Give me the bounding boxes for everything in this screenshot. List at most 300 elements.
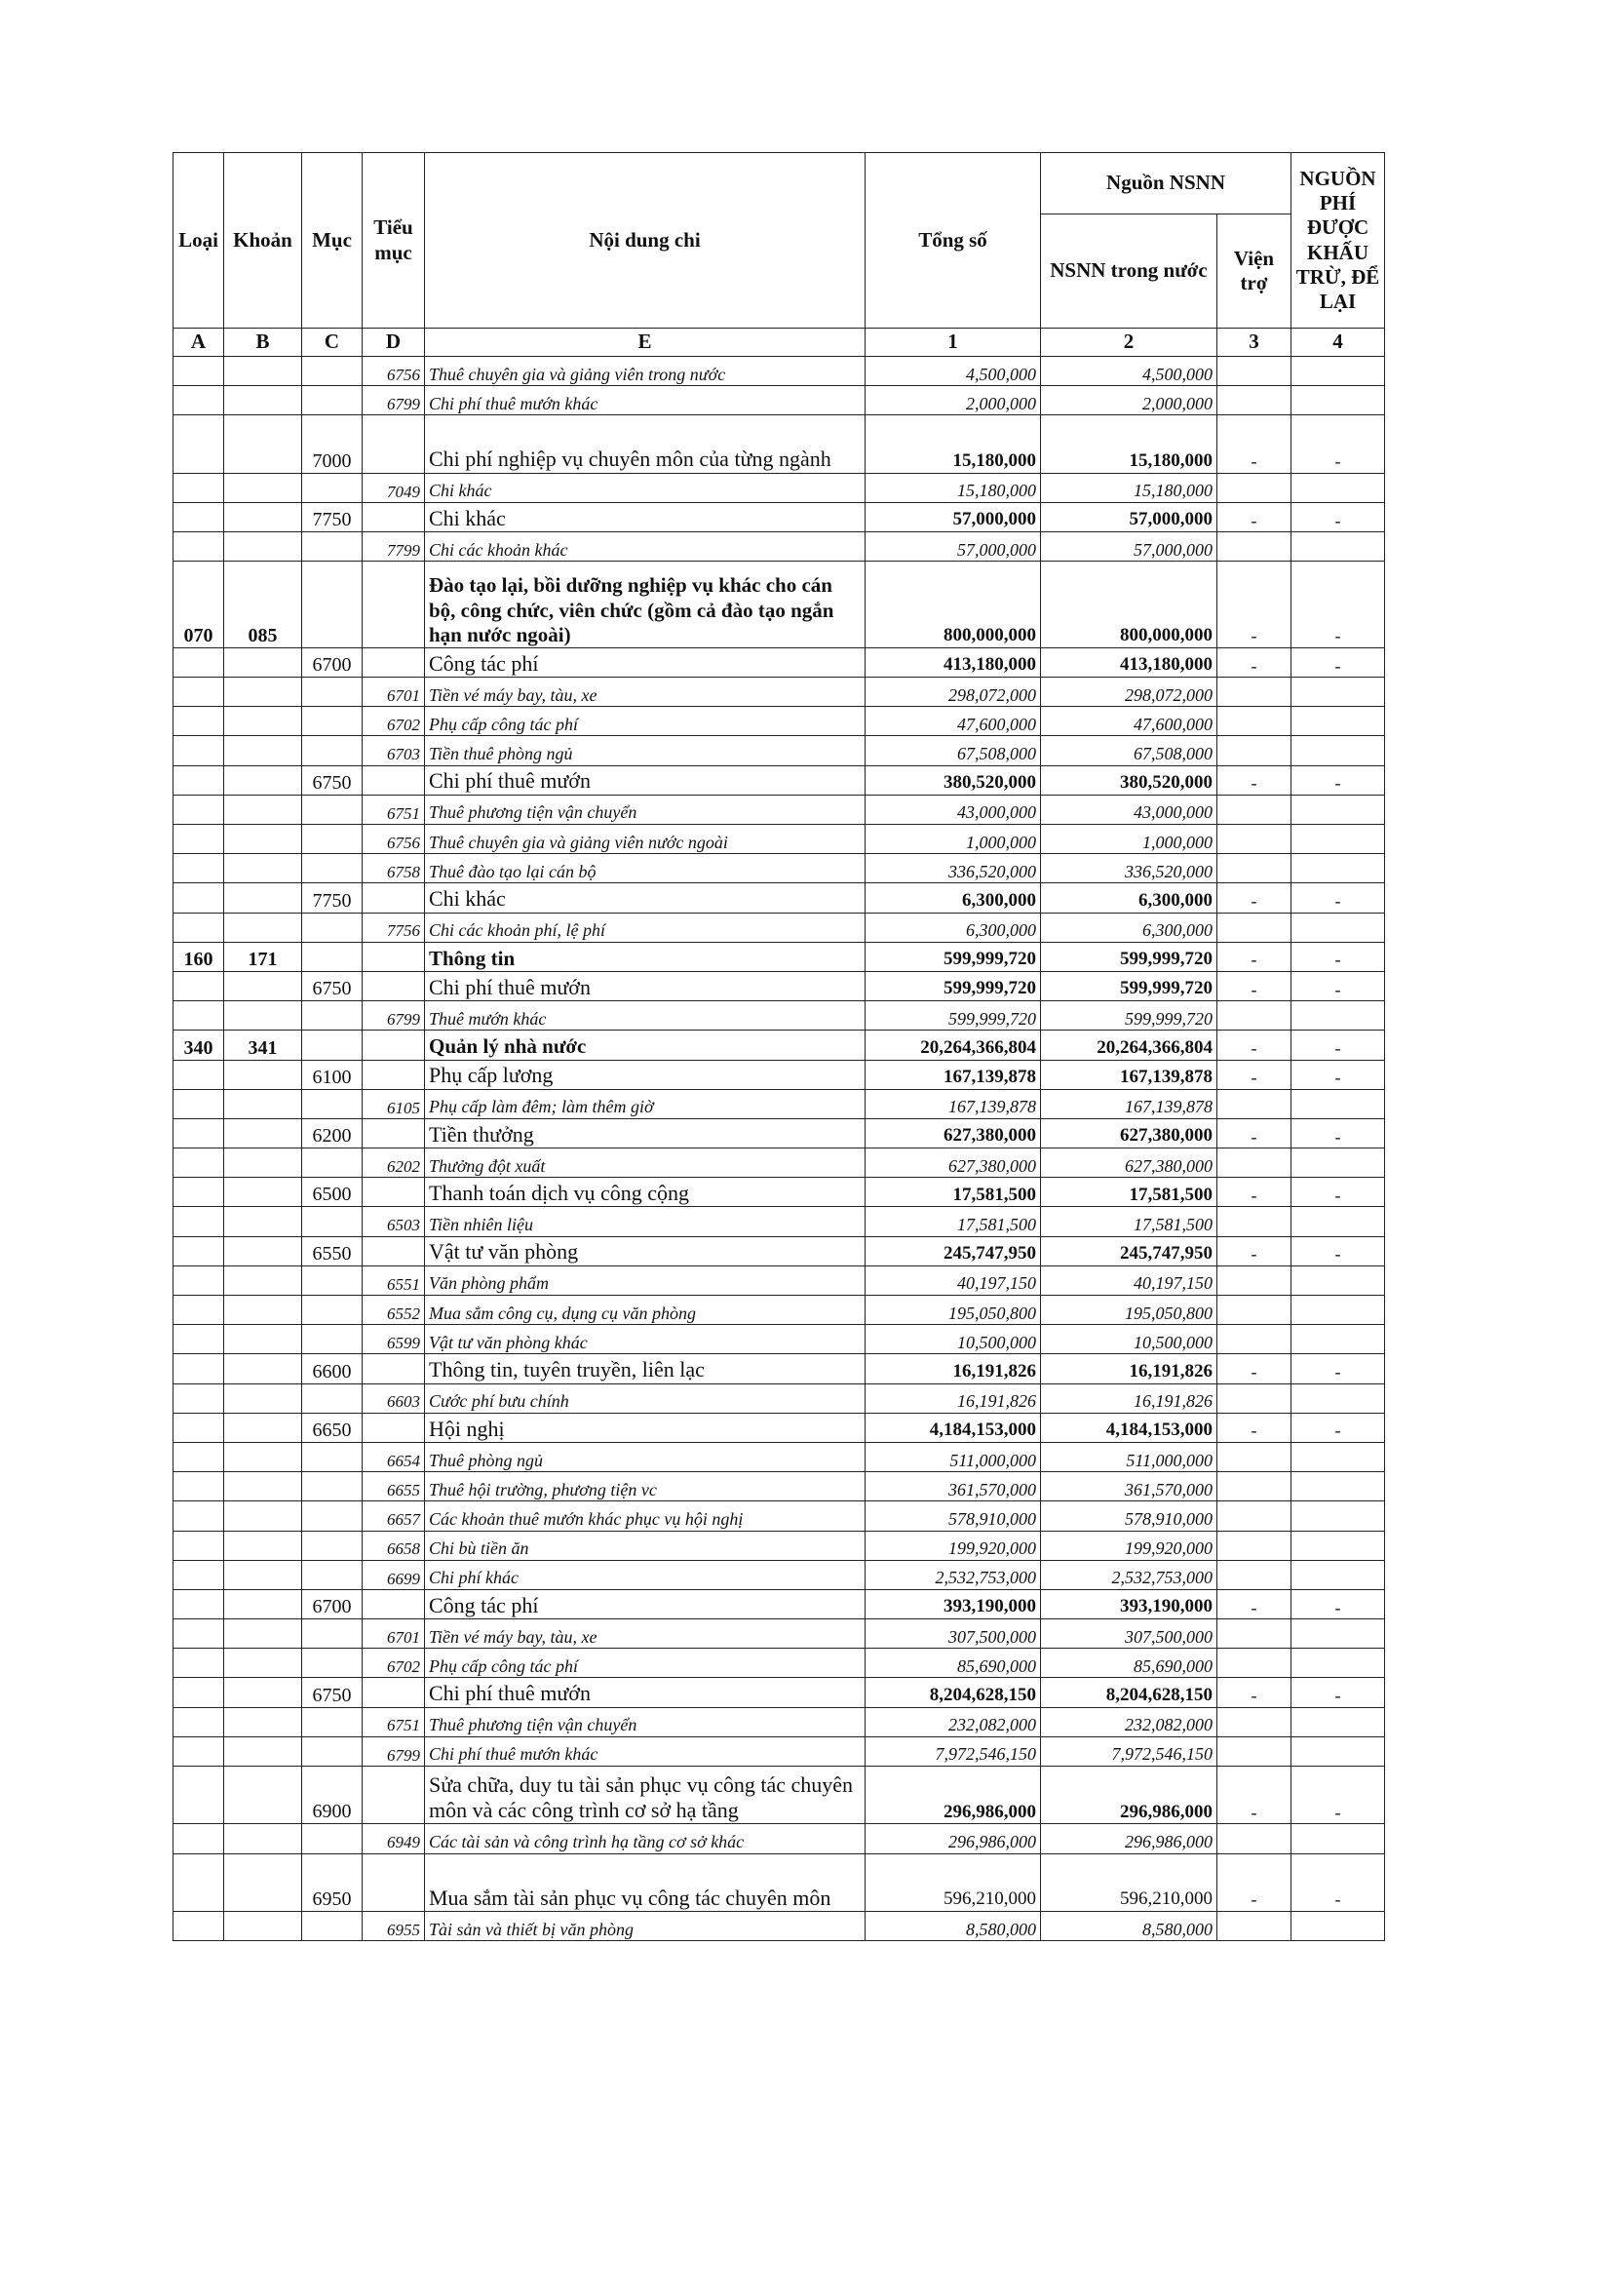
cell-vien-tro xyxy=(1217,736,1291,765)
cell-tieu-muc: 6756 xyxy=(363,357,425,386)
cell-muc: 6600 xyxy=(302,1354,363,1383)
cell-loai xyxy=(173,678,224,707)
cell-loai xyxy=(173,1472,224,1501)
cell-tong-so: 298,072,000 xyxy=(866,678,1041,707)
cell-noi-dung: Thuê phòng ngủ xyxy=(425,1442,866,1471)
cell-vien-tro xyxy=(1217,795,1291,824)
cell-vien-tro: - xyxy=(1217,415,1291,473)
index-cell: 2 xyxy=(1041,329,1217,357)
cell-khoan: 171 xyxy=(224,942,302,971)
cell-tieu-muc: 6702 xyxy=(363,707,425,736)
cell-muc: 6100 xyxy=(302,1060,363,1089)
table-row xyxy=(173,1236,1385,1265)
cell-loai xyxy=(173,1060,224,1089)
cell-khoan xyxy=(224,795,302,824)
table-row xyxy=(173,707,1385,736)
cell-loai xyxy=(173,913,224,942)
cell-nsnn-trong-nuoc: 10,500,000 xyxy=(1041,1325,1217,1354)
cell-nguon-phi: - xyxy=(1291,647,1385,677)
table-row xyxy=(173,1207,1385,1236)
cell-noi-dung: Tiền vé máy bay, tàu, xe xyxy=(425,678,866,707)
cell-muc: 6950 xyxy=(302,1853,363,1911)
table-row xyxy=(173,825,1385,854)
cell-nsnn-trong-nuoc: 413,180,000 xyxy=(1041,647,1217,677)
cell-tieu-muc: 6756 xyxy=(363,825,425,854)
cell-tong-so: 67,508,000 xyxy=(866,736,1041,765)
cell-muc: 6750 xyxy=(302,765,363,795)
cell-nguon-phi xyxy=(1291,1148,1385,1178)
cell-tieu-muc xyxy=(363,1060,425,1089)
cell-noi-dung: Tài sản và thiết bị văn phòng xyxy=(425,1912,866,1941)
table-row xyxy=(173,1325,1385,1354)
cell-tieu-muc: 7049 xyxy=(363,473,425,502)
cell-loai: 070 xyxy=(173,562,224,648)
cell-muc xyxy=(302,1824,363,1853)
table-row xyxy=(173,1649,1385,1678)
cell-noi-dung: Cước phí bưu chính xyxy=(425,1383,866,1413)
cell-tieu-muc xyxy=(363,562,425,648)
cell-vien-tro xyxy=(1217,678,1291,707)
cell-nsnn-trong-nuoc: 17,581,500 xyxy=(1041,1207,1217,1236)
table-row xyxy=(173,1678,1385,1707)
cell-vien-tro: - xyxy=(1217,1118,1291,1148)
cell-vien-tro xyxy=(1217,1383,1291,1413)
cell-tieu-muc xyxy=(363,1178,425,1207)
table-row xyxy=(173,1912,1385,1941)
cell-tieu-muc xyxy=(363,1413,425,1442)
cell-tieu-muc xyxy=(363,1589,425,1618)
cell-vien-tro xyxy=(1217,1824,1291,1853)
cell-nguon-phi: - xyxy=(1291,942,1385,971)
cell-muc: 6650 xyxy=(302,1413,363,1442)
cell-khoan xyxy=(224,1589,302,1618)
cell-loai xyxy=(173,473,224,502)
table-row xyxy=(173,1853,1385,1911)
cell-tieu-muc: 6654 xyxy=(363,1442,425,1471)
cell-tong-so: 85,690,000 xyxy=(866,1649,1041,1678)
cell-noi-dung: Thuê hội trường, phương tiện vc xyxy=(425,1472,866,1501)
cell-tieu-muc: 7756 xyxy=(363,913,425,942)
table-row xyxy=(173,883,1385,913)
cell-nguon-phi: - xyxy=(1291,765,1385,795)
table-header xyxy=(173,153,1385,357)
cell-tieu-muc: 6658 xyxy=(363,1531,425,1560)
cell-tieu-muc xyxy=(363,971,425,1000)
cell-vien-tro xyxy=(1217,1736,1291,1766)
cell-nsnn-trong-nuoc: 15,180,000 xyxy=(1041,415,1217,473)
cell-khoan xyxy=(224,502,302,531)
cell-nguon-phi xyxy=(1291,1207,1385,1236)
cell-loai: 340 xyxy=(173,1031,224,1060)
cell-vien-tro: - xyxy=(1217,1767,1291,1824)
cell-nsnn-trong-nuoc: 40,197,150 xyxy=(1041,1265,1217,1295)
cell-loai xyxy=(173,1736,224,1766)
cell-vien-tro xyxy=(1217,825,1291,854)
cell-noi-dung: Thông tin xyxy=(425,942,866,971)
cell-nsnn-trong-nuoc: 167,139,878 xyxy=(1041,1060,1217,1089)
cell-tong-so: 511,000,000 xyxy=(866,1442,1041,1471)
cell-vien-tro: - xyxy=(1217,647,1291,677)
table-row xyxy=(173,1031,1385,1060)
cell-tong-so: 232,082,000 xyxy=(866,1707,1041,1736)
cell-loai xyxy=(173,707,224,736)
cell-nsnn-trong-nuoc: 393,190,000 xyxy=(1041,1589,1217,1618)
cell-loai xyxy=(173,1354,224,1383)
cell-tong-so: 599,999,720 xyxy=(866,971,1041,1000)
cell-nguon-phi: - xyxy=(1291,1767,1385,1824)
cell-tieu-muc xyxy=(363,415,425,473)
cell-nsnn-trong-nuoc: 6,300,000 xyxy=(1041,913,1217,942)
cell-muc xyxy=(302,1649,363,1678)
table-row xyxy=(173,502,1385,531)
cell-loai xyxy=(173,765,224,795)
cell-nsnn-trong-nuoc: 17,581,500 xyxy=(1041,1178,1217,1207)
table-row xyxy=(173,1824,1385,1853)
index-cell: C xyxy=(302,329,363,357)
cell-loai xyxy=(173,1853,224,1911)
cell-tong-so: 2,000,000 xyxy=(866,386,1041,415)
cell-loai xyxy=(173,1148,224,1178)
cell-khoan xyxy=(224,1853,302,1911)
cell-muc xyxy=(302,854,363,883)
cell-khoan xyxy=(224,1148,302,1178)
cell-loai xyxy=(173,1649,224,1678)
cell-nsnn-trong-nuoc: 47,600,000 xyxy=(1041,707,1217,736)
cell-nsnn-trong-nuoc: 307,500,000 xyxy=(1041,1619,1217,1649)
cell-nsnn-trong-nuoc: 361,570,000 xyxy=(1041,1472,1217,1501)
cell-tong-so: 16,191,826 xyxy=(866,1383,1041,1413)
cell-tong-so: 7,972,546,150 xyxy=(866,1736,1041,1766)
cell-nsnn-trong-nuoc: 2,532,753,000 xyxy=(1041,1560,1217,1589)
cell-tieu-muc: 6799 xyxy=(363,386,425,415)
cell-khoan xyxy=(224,1265,302,1295)
cell-khoan xyxy=(224,1912,302,1941)
cell-loai xyxy=(173,1531,224,1560)
cell-nsnn-trong-nuoc: 1,000,000 xyxy=(1041,825,1217,854)
cell-tong-so: 8,580,000 xyxy=(866,1912,1041,1941)
cell-noi-dung: Công tác phí xyxy=(425,1589,866,1618)
cell-nguon-phi xyxy=(1291,1912,1385,1941)
cell-nguon-phi: - xyxy=(1291,1118,1385,1148)
cell-tieu-muc: 6657 xyxy=(363,1501,425,1531)
cell-vien-tro: - xyxy=(1217,971,1291,1000)
cell-nguon-phi xyxy=(1291,736,1385,765)
cell-loai xyxy=(173,883,224,913)
cell-khoan xyxy=(224,1560,302,1589)
cell-vien-tro xyxy=(1217,1649,1291,1678)
cell-nsnn-trong-nuoc: 20,264,366,804 xyxy=(1041,1031,1217,1060)
cell-nsnn-trong-nuoc: 57,000,000 xyxy=(1041,532,1217,562)
cell-loai xyxy=(173,1413,224,1442)
cell-nsnn-trong-nuoc: 43,000,000 xyxy=(1041,795,1217,824)
cell-noi-dung: Thuê mướn khác xyxy=(425,1001,866,1031)
cell-tong-so: 800,000,000 xyxy=(866,562,1041,648)
cell-tieu-muc: 6702 xyxy=(363,1649,425,1678)
cell-noi-dung: Thông tin, tuyên truyền, liên lạc xyxy=(425,1354,866,1383)
cell-noi-dung: Chi phí thuê mướn xyxy=(425,971,866,1000)
cell-nguon-phi xyxy=(1291,1089,1385,1118)
cell-tong-so: 43,000,000 xyxy=(866,795,1041,824)
cell-khoan: 341 xyxy=(224,1031,302,1060)
cell-nguon-phi: - xyxy=(1291,415,1385,473)
cell-noi-dung: Chi các khoản phí, lệ phí xyxy=(425,913,866,942)
cell-khoan xyxy=(224,1383,302,1413)
cell-muc xyxy=(302,736,363,765)
cell-tieu-muc: 6603 xyxy=(363,1383,425,1413)
cell-tong-so: 40,197,150 xyxy=(866,1265,1041,1295)
table-row xyxy=(173,1619,1385,1649)
cell-loai xyxy=(173,386,224,415)
cell-tong-so: 4,500,000 xyxy=(866,357,1041,386)
cell-muc: 6700 xyxy=(302,647,363,677)
cell-khoan xyxy=(224,1178,302,1207)
cell-vien-tro: - xyxy=(1217,502,1291,531)
table-row xyxy=(173,1736,1385,1766)
cell-nguon-phi xyxy=(1291,1325,1385,1354)
cell-vien-tro: - xyxy=(1217,1589,1291,1618)
cell-muc xyxy=(302,357,363,386)
cell-khoan xyxy=(224,825,302,854)
cell-tong-so: 167,139,878 xyxy=(866,1060,1041,1089)
cell-loai xyxy=(173,1265,224,1295)
table-row xyxy=(173,971,1385,1000)
cell-nsnn-trong-nuoc: 298,072,000 xyxy=(1041,678,1217,707)
table-row xyxy=(173,1472,1385,1501)
cell-khoan xyxy=(224,1236,302,1265)
cell-loai: 160 xyxy=(173,942,224,971)
cell-muc: 7750 xyxy=(302,502,363,531)
cell-khoan xyxy=(224,765,302,795)
index-cell: 3 xyxy=(1217,329,1291,357)
cell-noi-dung: Đào tạo lại, bồi dưỡng nghiệp vụ khác cho cán bộ, công chức, viên chức (gồm cả đào tạo ngắn hạn nước ngoài) xyxy=(425,562,866,648)
table-row xyxy=(173,1265,1385,1295)
table-body xyxy=(173,357,1385,1941)
cell-tong-so: 17,581,500 xyxy=(866,1207,1041,1236)
cell-nsnn-trong-nuoc: 599,999,720 xyxy=(1041,942,1217,971)
cell-muc xyxy=(302,1619,363,1649)
cell-tieu-muc: 6552 xyxy=(363,1296,425,1325)
cell-muc xyxy=(302,1531,363,1560)
cell-tong-so: 6,300,000 xyxy=(866,883,1041,913)
cell-noi-dung: Tiền nhiên liệu xyxy=(425,1207,866,1236)
cell-vien-tro xyxy=(1217,1089,1291,1118)
table-row xyxy=(173,1589,1385,1618)
cell-tieu-muc: 6202 xyxy=(363,1148,425,1178)
cell-nguon-phi: - xyxy=(1291,1589,1385,1618)
cell-noi-dung: Thanh toán dịch vụ công cộng xyxy=(425,1178,866,1207)
cell-tieu-muc xyxy=(363,1767,425,1824)
cell-muc xyxy=(302,1031,363,1060)
cell-nguon-phi: - xyxy=(1291,971,1385,1000)
cell-nguon-phi xyxy=(1291,1442,1385,1471)
cell-muc xyxy=(302,532,363,562)
cell-tong-so: 599,999,720 xyxy=(866,942,1041,971)
cell-nsnn-trong-nuoc: 511,000,000 xyxy=(1041,1442,1217,1471)
cell-muc: 6750 xyxy=(302,971,363,1000)
header-noi-dung: Nội dung chi xyxy=(425,153,866,329)
cell-khoan xyxy=(224,1325,302,1354)
table-row xyxy=(173,357,1385,386)
cell-khoan xyxy=(224,1707,302,1736)
cell-vien-tro xyxy=(1217,913,1291,942)
cell-khoan xyxy=(224,473,302,502)
cell-nsnn-trong-nuoc: 2,000,000 xyxy=(1041,386,1217,415)
cell-muc xyxy=(302,562,363,648)
cell-tong-so: 20,264,366,804 xyxy=(866,1031,1041,1060)
cell-loai xyxy=(173,1383,224,1413)
cell-loai xyxy=(173,1442,224,1471)
cell-khoan xyxy=(224,1678,302,1707)
cell-nsnn-trong-nuoc: 800,000,000 xyxy=(1041,562,1217,648)
cell-nsnn-trong-nuoc: 245,747,950 xyxy=(1041,1236,1217,1265)
cell-noi-dung: Chi phí thuê mướn xyxy=(425,765,866,795)
cell-muc: 7000 xyxy=(302,415,363,473)
cell-muc: 6900 xyxy=(302,1767,363,1824)
cell-tong-so: 8,204,628,150 xyxy=(866,1678,1041,1707)
cell-vien-tro: - xyxy=(1217,1236,1291,1265)
cell-nguon-phi: - xyxy=(1291,1853,1385,1911)
cell-noi-dung: Thuê chuyên gia và giảng viên trong nước xyxy=(425,357,866,386)
cell-noi-dung: Chi phí nghiệp vụ chuyên môn của từng ngành xyxy=(425,415,866,473)
cell-nguon-phi xyxy=(1291,1296,1385,1325)
table-row xyxy=(173,1442,1385,1471)
cell-nguon-phi xyxy=(1291,1001,1385,1031)
cell-nsnn-trong-nuoc: 16,191,826 xyxy=(1041,1354,1217,1383)
cell-noi-dung: Mua sắm tài sản phục vụ công tác chuyên môn xyxy=(425,1853,866,1911)
cell-muc xyxy=(302,1148,363,1178)
cell-noi-dung: Chi phí thuê mướn khác xyxy=(425,386,866,415)
cell-vien-tro xyxy=(1217,1912,1291,1941)
cell-tong-so: 15,180,000 xyxy=(866,473,1041,502)
cell-nsnn-trong-nuoc: 627,380,000 xyxy=(1041,1148,1217,1178)
cell-loai xyxy=(173,1560,224,1589)
cell-loai xyxy=(173,1001,224,1031)
table-row xyxy=(173,913,1385,942)
cell-tieu-muc xyxy=(363,883,425,913)
cell-muc: 6700 xyxy=(302,1589,363,1618)
table-row xyxy=(173,854,1385,883)
cell-noi-dung: Thưởng đột xuất xyxy=(425,1148,866,1178)
table-row xyxy=(173,678,1385,707)
cell-loai xyxy=(173,795,224,824)
cell-nguon-phi xyxy=(1291,357,1385,386)
table-row xyxy=(173,1501,1385,1531)
cell-muc: 6200 xyxy=(302,1118,363,1148)
cell-khoan xyxy=(224,357,302,386)
index-cell: 4 xyxy=(1291,329,1385,357)
cell-khoan xyxy=(224,415,302,473)
cell-vien-tro xyxy=(1217,357,1291,386)
cell-loai xyxy=(173,1767,224,1824)
table-row xyxy=(173,736,1385,765)
cell-tong-so: 1,000,000 xyxy=(866,825,1041,854)
cell-khoan xyxy=(224,386,302,415)
cell-nsnn-trong-nuoc: 6,300,000 xyxy=(1041,883,1217,913)
table-row xyxy=(173,795,1385,824)
cell-tong-so: 57,000,000 xyxy=(866,502,1041,531)
cell-nsnn-trong-nuoc: 296,986,000 xyxy=(1041,1767,1217,1824)
cell-noi-dung: Phụ cấp công tác phí xyxy=(425,707,866,736)
cell-muc xyxy=(302,942,363,971)
cell-khoan: 085 xyxy=(224,562,302,648)
cell-tong-so: 6,300,000 xyxy=(866,913,1041,942)
cell-nguon-phi xyxy=(1291,678,1385,707)
cell-nguon-phi: - xyxy=(1291,1060,1385,1089)
cell-tong-so: 393,190,000 xyxy=(866,1589,1041,1618)
cell-vien-tro xyxy=(1217,1001,1291,1031)
table-row xyxy=(173,562,1385,648)
table-row xyxy=(173,1089,1385,1118)
header-vien-tro: Viện trợ xyxy=(1217,214,1291,329)
cell-noi-dung: Sửa chữa, duy tu tài sản phục vụ công tác chuyên môn và các công trình cơ sở hạ tầng xyxy=(425,1767,866,1824)
cell-nsnn-trong-nuoc: 15,180,000 xyxy=(1041,473,1217,502)
cell-khoan xyxy=(224,913,302,942)
cell-loai xyxy=(173,736,224,765)
cell-nsnn-trong-nuoc: 599,999,720 xyxy=(1041,1001,1217,1031)
cell-vien-tro xyxy=(1217,532,1291,562)
index-cell: 1 xyxy=(866,329,1041,357)
cell-tong-so: 307,500,000 xyxy=(866,1619,1041,1649)
cell-tieu-muc xyxy=(363,647,425,677)
cell-vien-tro xyxy=(1217,1531,1291,1560)
header-nguon-nsnn: Nguồn NSNN xyxy=(1041,153,1291,214)
cell-tong-so: 296,986,000 xyxy=(866,1767,1041,1824)
cell-nguon-phi xyxy=(1291,1560,1385,1589)
table-row xyxy=(173,1383,1385,1413)
cell-tong-so: 380,520,000 xyxy=(866,765,1041,795)
header-muc: Mục xyxy=(302,153,363,329)
cell-khoan xyxy=(224,1531,302,1560)
cell-muc xyxy=(302,1207,363,1236)
cell-muc xyxy=(302,1560,363,1589)
cell-noi-dung: Phụ cấp lương xyxy=(425,1060,866,1089)
cell-muc: 6750 xyxy=(302,1678,363,1707)
cell-khoan xyxy=(224,1767,302,1824)
table-row xyxy=(173,1001,1385,1031)
cell-khoan xyxy=(224,678,302,707)
cell-vien-tro xyxy=(1217,1296,1291,1325)
cell-muc xyxy=(302,1089,363,1118)
cell-nsnn-trong-nuoc: 85,690,000 xyxy=(1041,1649,1217,1678)
cell-vien-tro: - xyxy=(1217,883,1291,913)
cell-loai xyxy=(173,532,224,562)
header-khoan: Khoản xyxy=(224,153,302,329)
table-row xyxy=(173,1413,1385,1442)
cell-khoan xyxy=(224,647,302,677)
cell-muc xyxy=(302,913,363,942)
cell-tieu-muc: 6703 xyxy=(363,736,425,765)
cell-muc xyxy=(302,1501,363,1531)
cell-nguon-phi xyxy=(1291,825,1385,854)
cell-nguon-phi: - xyxy=(1291,1678,1385,1707)
cell-loai xyxy=(173,647,224,677)
cell-khoan xyxy=(224,1413,302,1442)
cell-tieu-muc: 6551 xyxy=(363,1265,425,1295)
cell-muc xyxy=(302,1736,363,1766)
cell-nsnn-trong-nuoc: 578,910,000 xyxy=(1041,1501,1217,1531)
cell-loai xyxy=(173,1118,224,1148)
cell-noi-dung: Hội nghị xyxy=(425,1413,866,1442)
cell-vien-tro: - xyxy=(1217,765,1291,795)
cell-nsnn-trong-nuoc: 380,520,000 xyxy=(1041,765,1217,795)
table-row xyxy=(173,415,1385,473)
cell-nsnn-trong-nuoc: 195,050,800 xyxy=(1041,1296,1217,1325)
cell-tieu-muc xyxy=(363,765,425,795)
cell-khoan xyxy=(224,1296,302,1325)
cell-tieu-muc xyxy=(363,502,425,531)
header-nguon-phi: NGUỒN PHÍ ĐƯỢC KHẤU TRỪ, ĐỂ LẠI xyxy=(1291,153,1385,329)
table-row xyxy=(173,473,1385,502)
